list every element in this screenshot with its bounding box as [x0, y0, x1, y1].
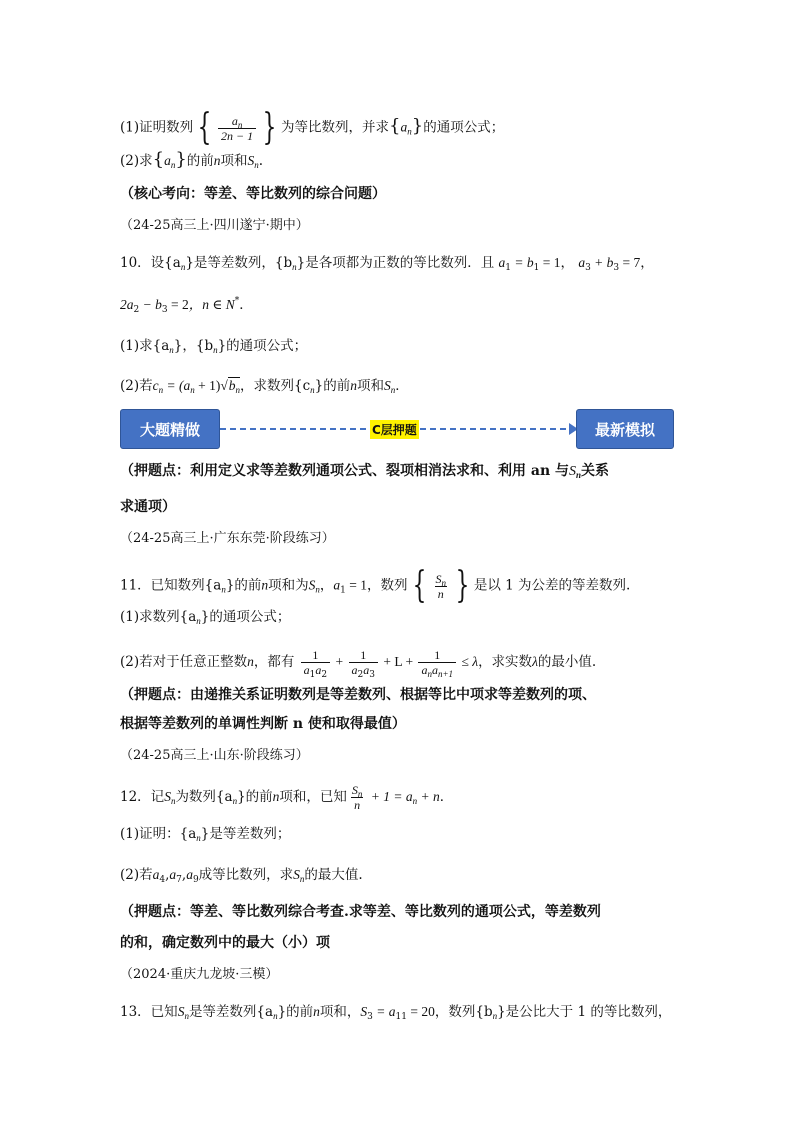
core-note: （核心考向：等差、等比数列的综合问题） — [120, 186, 386, 202]
fraction: $\frac{a_n}{2n - 1}$ — [218, 114, 256, 143]
banner-left-label: 大题精做 — [120, 409, 220, 449]
note-12-line2: 根据等差数列的单调性判断 n 使和取得最值） — [120, 716, 406, 732]
q9-part1: (1)证明数列 { $\frac{a_n}{2n - 1}$ } 为等比数列，并求$\{a_n\}$的通项公式； — [120, 107, 505, 148]
section-banner — [120, 409, 674, 449]
q9-part2: (2)求$\{a_n\}$的前n项和$S_n$. — [120, 149, 264, 170]
note-11-line2: 求通项） — [120, 499, 176, 515]
q10-condition: $2a_2 - b_3 = 2$，n ∈ N*． — [120, 296, 253, 315]
fraction: $\frac{S_n}{n}$ — [435, 571, 446, 601]
q11-source: （24-25高三上·广东东莞·阶段练习） — [120, 531, 335, 546]
q10-part2: (2)若$c_n = (a_n + 1)√b_n$，求数列$\{c_n\}$的前n项和$S_n$． — [120, 378, 409, 395]
q12-stem: 12．记$S_n$为数列$\{a_n\}$的前n项和，已知 $\frac{S_n}{n}$ + $1 = a_n + n$． — [120, 783, 454, 812]
fraction: $\frac{S_n}{n}$ — [351, 783, 363, 812]
q11-part1: (1)求数列$\{a_n\}$的通项公式； — [120, 609, 291, 626]
q12-part2: (2)若$a_4,a_7,a_9$成等比数列，求$S_n$的最大值. — [120, 867, 363, 885]
q11-part2: (2)若对于任意正整数n，都有 $\frac{1}{a_1a_2}$ + $\frac{1}{a_2a_3}$ + L + $\frac{1}{a_na_{n+1}}$ ≤ λ，求实数λ的最小值. — [120, 648, 597, 680]
fraction: $\frac{1}{a_na_{n+1}}$ — [418, 648, 456, 677]
q13-stem: 13．已知$S_n$是等差数列$\{a_n\}$的前n项和，$S_3 = a_{11} = 20$，数列$\{b_n\}$是公比大于 1 的等比数列， — [120, 1004, 672, 1022]
fraction: $\frac{1}{a_1a_2}$ — [301, 648, 330, 677]
q12-part1: (1)证明：$\{a_n\}$是等差数列； — [120, 826, 291, 843]
q10-part1: (1)求$\{a_n\}$，$\{b_n\}$的通项公式； — [120, 338, 308, 355]
banner-right-label: 最新模拟 — [576, 409, 674, 449]
note-13-line1: （押题点：等差、等比数列综合考查.求等差、等比数列的通项公式，等差数列 — [120, 904, 601, 920]
note-11-line1: （押题点：利用定义求等差数列通项公式、裂项相消法求和、利用 an 与$S_n$关系 — [120, 463, 610, 480]
q12-source: （24-25高三上·山东·阶段练习） — [120, 748, 309, 763]
q11-stem: 11．已知数列$\{a_n\}$的前n项和为$S_n$，$a_1 = 1$，数列 { $\frac{S_n}{n}$ } 是以 1 为公差的等差数列. — [120, 565, 631, 606]
note-13-line2: 的和，确定数列中的最大（小）项 — [120, 935, 330, 951]
fraction: $\frac{1}{a_2a_3}$ — [349, 648, 378, 677]
banner-middle-label: C层押题 — [370, 420, 419, 439]
q10-source: （24-25高三上·四川遂宁·期中） — [120, 218, 309, 233]
q10-stem: 10．设$\{a_n\}$是等差数列，$\{b_n\}$是各项都为正数的等比数列．且 $a_1 = b_1 = 1$， $a_3 + b_3 = 7$， — [120, 255, 654, 273]
q13-source: （2024·重庆九龙坡·三模） — [120, 967, 279, 982]
note-12-line1: （押题点：由递推关系证明数列是等差数列、根据等比中项求等差数列的项、 — [120, 687, 596, 703]
